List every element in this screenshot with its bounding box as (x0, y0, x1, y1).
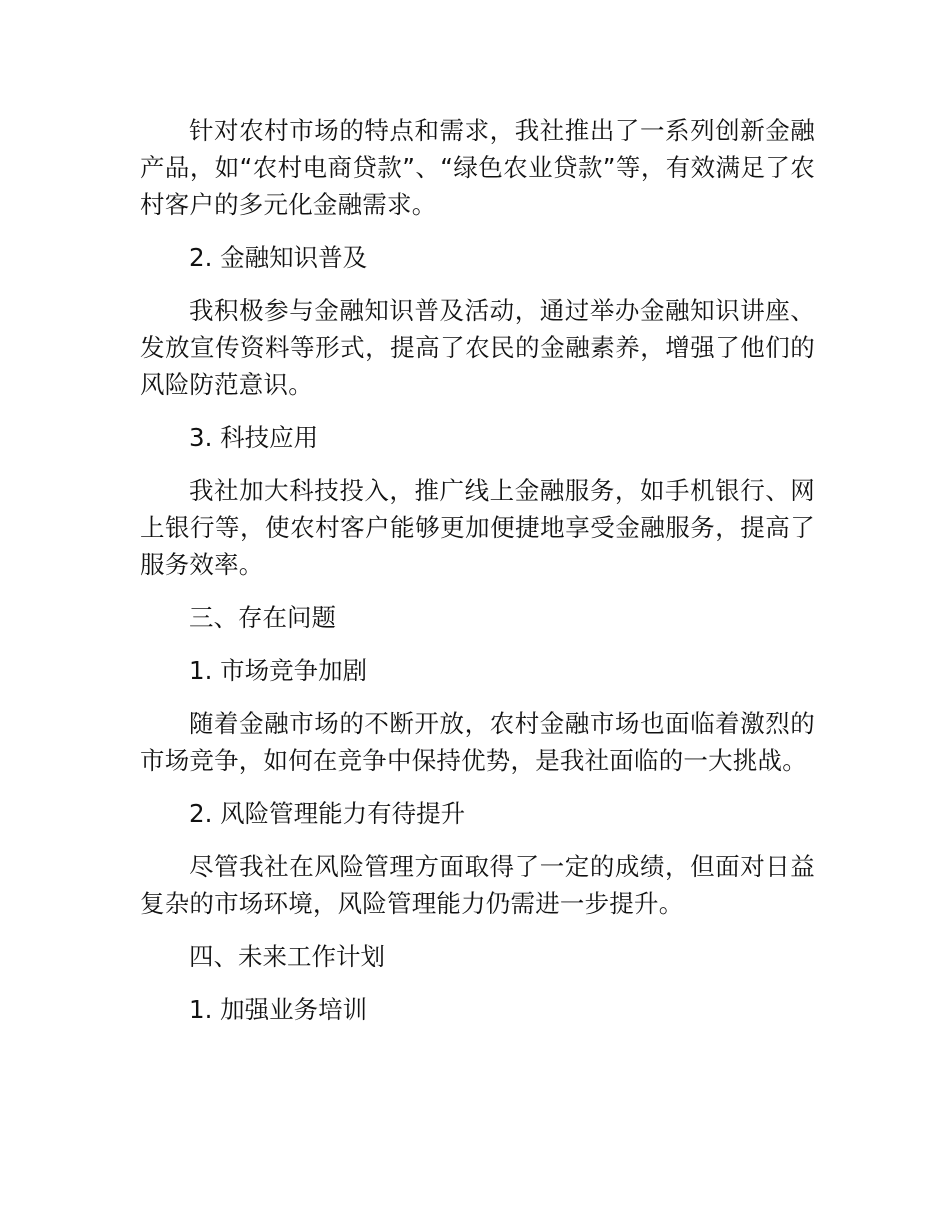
heading-technology: 3. 科技应用 (189, 423, 319, 452)
paragraph-technology: 我社加大科技投入，推广线上金融服务，如手机银行、网上银行等，使农村客户能够更加便捷地享受金融服务，提高了服务效率。 (140, 476, 815, 579)
heading-business-training: 1. 加强业务培训 (189, 995, 368, 1024)
heading-risk-management: 2. 风险管理能力有待提升 (189, 799, 466, 828)
heading-existing-problems: 三、存在问题 (189, 603, 336, 632)
paragraph-risk-management: 尽管我社在风险管理方面取得了一定的成绩，但面对日益复杂的市场环境，风险管理能力仍需进一步提升。 (140, 852, 815, 918)
heading-future-plan: 四、未来工作计划 (189, 942, 385, 971)
paragraph-financial-literacy: 我积极参与金融知识普及活动，通过举办金融知识讲座、发放宣传资料等形式，提高了农民的金融素养，增强了他们的风险防范意识。 (140, 296, 815, 399)
heading-financial-literacy: 2. 金融知识普及 (189, 243, 368, 272)
paragraph-innovative-products: 针对农村市场的特点和需求，我社推出了一系列创新金融产品，如“农村电商贷款”、“绿色农业贷款”等，有效满足了农村客户的多元化金融需求。 (140, 116, 815, 219)
document-page (140, 112, 815, 1044)
heading-market-competition: 1. 市场竞争加剧 (189, 656, 368, 685)
paragraph-market-competition: 随着金融市场的不断开放，农村金融市场也面临着激烈的市场竞争，如何在竞争中保持优势，是我社面临的一大挑战。 (140, 709, 815, 775)
